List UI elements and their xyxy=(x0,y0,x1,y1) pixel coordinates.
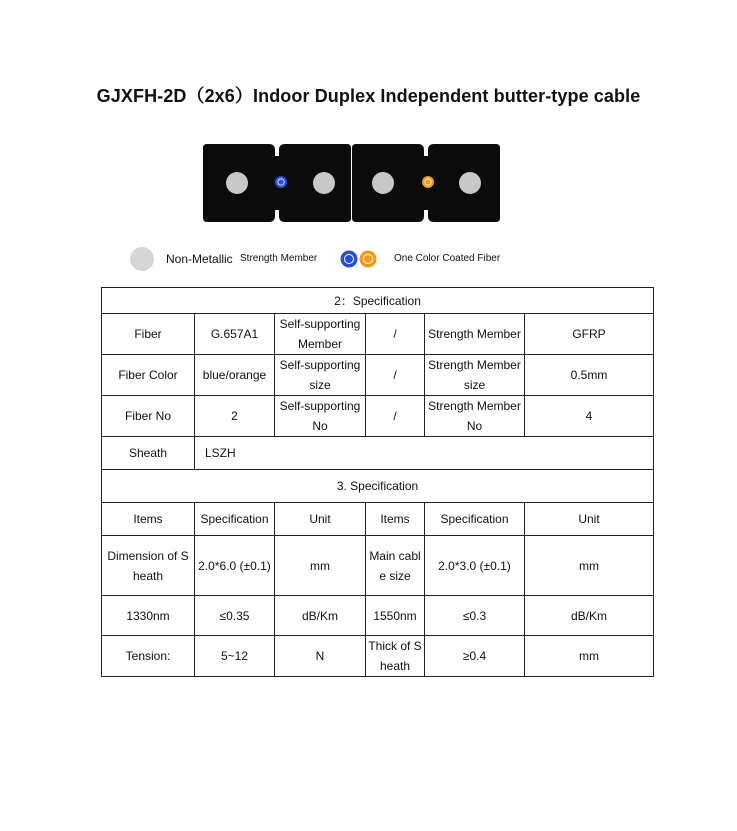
table-cell: Dimension of Sheath xyxy=(102,536,195,596)
section-header: 2：Specification xyxy=(102,288,654,314)
table-cell: 2 xyxy=(195,396,275,437)
table-cell: N xyxy=(275,636,366,677)
page-title: GJXFH-2D（2x6）Indoor Duplex Independent butter-type cable xyxy=(96,86,641,106)
table-cell: 2.0*6.0 (±0.1) xyxy=(195,536,275,596)
strength-member xyxy=(459,172,481,194)
table-cell: G.657A1 xyxy=(195,314,275,355)
table-cell: GFRP xyxy=(525,314,654,355)
table-cell: Strength Member size xyxy=(425,355,525,396)
table-cell: Fiber No xyxy=(102,396,195,437)
table-cell: LSZH xyxy=(195,437,654,470)
table-cell: 1550nm xyxy=(366,596,425,636)
table-cell: ≤0.35 xyxy=(195,596,275,636)
blue-fiber-swatch xyxy=(340,250,358,268)
table-cell: Tension: xyxy=(102,636,195,677)
column-header: Items xyxy=(102,503,195,536)
table-cell: ≥0.4 xyxy=(425,636,525,677)
column-header: Specification xyxy=(425,503,525,536)
column-header: Unit xyxy=(275,503,366,536)
legend-strength-member: Strength Member xyxy=(240,253,318,264)
table-cell: Self-supporting size xyxy=(275,355,366,396)
column-header: Unit xyxy=(525,503,654,536)
table-cell: Strength Member xyxy=(425,314,525,355)
strength-member xyxy=(226,172,248,194)
table-cell: 0.5mm xyxy=(525,355,654,396)
legend xyxy=(130,246,550,274)
table-cell: Main cable size xyxy=(366,536,425,596)
specification-table xyxy=(101,287,654,677)
table-cell: / xyxy=(366,314,425,355)
table-cell: mm xyxy=(525,636,654,677)
table-cell: Strength Member No xyxy=(425,396,525,437)
table-cell: Thick of Sheath xyxy=(366,636,425,677)
table-cell: mm xyxy=(525,536,654,596)
table-cell: / xyxy=(366,396,425,437)
table-cell: 4 xyxy=(525,396,654,437)
orange-fiber-swatch xyxy=(359,250,377,268)
table-cell: Sheath xyxy=(102,437,195,470)
table-cell: ≤0.3 xyxy=(425,596,525,636)
table-cell: / xyxy=(366,355,425,396)
table-cell: Self-supporting Member xyxy=(275,314,366,355)
table-cell: mm xyxy=(275,536,366,596)
legend-non-metallic: Non-Metallic xyxy=(166,252,233,266)
table-cell: dB/Km xyxy=(525,596,654,636)
table-cell: blue/orange xyxy=(195,355,275,396)
table-cell: dB/Km xyxy=(275,596,366,636)
table-cell: Fiber xyxy=(102,314,195,355)
strength-member xyxy=(372,172,394,194)
table-cell: 1330nm xyxy=(102,596,195,636)
section-header: 3. Specification xyxy=(102,470,654,503)
table-cell: 5~12 xyxy=(195,636,275,677)
table-cell: 2.0*3.0 (±0.1) xyxy=(425,536,525,596)
non-metallic-swatch xyxy=(130,247,154,271)
column-header: Items xyxy=(366,503,425,536)
table-cell: Fiber Color xyxy=(102,355,195,396)
strength-member xyxy=(313,172,335,194)
table-cell: Self-supporting No xyxy=(275,396,366,437)
legend-coated-fiber: One Color Coated Fiber xyxy=(394,253,501,264)
cable-cross-section-image xyxy=(203,144,500,222)
column-header: Specification xyxy=(195,503,275,536)
